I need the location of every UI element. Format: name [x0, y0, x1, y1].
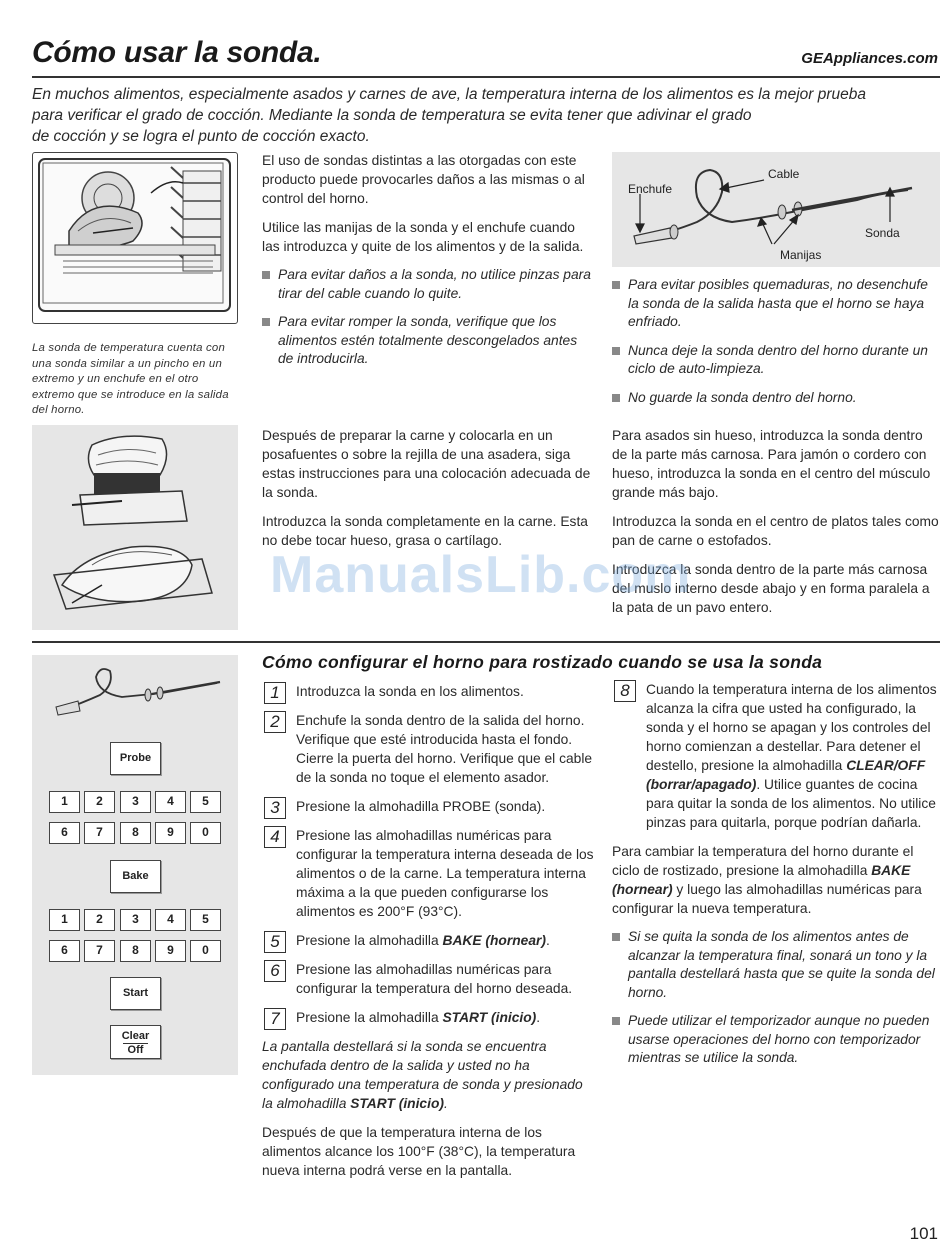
step-item: [262, 682, 594, 701]
numeric-key[interactable]: 6: [49, 940, 80, 962]
probe-diagram: [612, 152, 940, 267]
bullet-square-icon: [612, 347, 620, 355]
numeric-key[interactable]: 1: [49, 909, 80, 931]
change-bold-text: BAKE (hornear): [612, 863, 911, 897]
bullet-square-icon: [612, 281, 620, 289]
intro-line: para verificar el grado de cocción. Mediante la sonda de temperatura se evita tener que adivinar el grado: [32, 107, 752, 124]
step-text: Presione la almohadilla: [296, 933, 443, 948]
step-text: Presione las almohadillas numéricas para configurar la temperatura interna deseada de los alimentos o de la carne. La temperatura interna máxima a la que pueden configurarse los alimentos es 200°F (93°C).: [296, 828, 594, 919]
paragraph: El uso de sondas distintas a las otorgadas con este producto puede provocarles daños a las mismas o al control del horno.: [262, 153, 585, 206]
bullet-text: Para evitar romper la sonda, verifique que los alimentos estén totalmente descongelados antes de introducirla.: [278, 314, 578, 366]
step-text: Presione la almohadilla: [296, 1010, 443, 1025]
bullet-square-icon: [612, 394, 620, 402]
bullet-text: Nunca deje la sonda dentro del horno durante un ciclo de auto-limpieza.: [628, 342, 928, 376]
header-rule: [32, 76, 940, 78]
cable-label: Cable: [768, 167, 800, 181]
paragraph: Introduzca la sonda completamente en la carne. Esta no debe tocar hueso, grasa o cartílago.: [262, 514, 588, 548]
clear-label: Clear: [121, 1030, 150, 1042]
bullet-text: Para evitar daños a la sonda, no utilice pinzas para tirar del cable cuando lo quite.: [278, 267, 591, 301]
numeric-key[interactable]: 4: [155, 791, 186, 813]
numeric-key[interactable]: 2: [84, 909, 115, 931]
bake-key[interactable]: Bake: [110, 860, 161, 893]
numeric-key[interactable]: 5: [190, 791, 221, 813]
step-item: [262, 797, 594, 816]
intro-line: En muchos alimentos, especialmente asados y carnes de ave, la temperatura interna de los alimentos es la mejor prueba: [32, 86, 867, 103]
note-bullet: [612, 1012, 942, 1068]
step-item: [262, 826, 594, 921]
numeric-key[interactable]: 0: [190, 940, 221, 962]
numeric-key[interactable]: 8: [120, 940, 151, 962]
step-number: 4: [264, 826, 286, 848]
paragraph: Introduzca la sonda en el centro de platos tales como pan de carne o estofados.: [612, 514, 939, 548]
numeric-key[interactable]: 7: [84, 822, 115, 844]
display-note: [262, 1037, 594, 1113]
step-number: 6: [264, 960, 286, 982]
bullet-square-icon: [262, 271, 270, 279]
numeric-key[interactable]: 2: [84, 791, 115, 813]
page-number: 101: [909, 1224, 938, 1243]
step-number: 3: [264, 797, 286, 819]
bullet-square-icon: [612, 1017, 620, 1025]
step-bold-text: START (inicio): [442, 1010, 537, 1025]
numeric-key[interactable]: 6: [49, 822, 80, 844]
probe-key[interactable]: Probe: [110, 742, 161, 775]
note-bullet: [612, 928, 942, 1002]
numeric-key[interactable]: 0: [190, 822, 221, 844]
paragraph: Después de preparar la carne y colocarla en un posafuentes o sobre la rejilla de una asadera, siga estas instrucciones para una colocación adecuada de la sonda.: [262, 428, 591, 500]
note-bold-text: START (inicio): [350, 1096, 444, 1111]
step-number: 8: [614, 680, 636, 702]
numeric-key[interactable]: 9: [155, 940, 186, 962]
oven-interior-image: [33, 153, 236, 322]
numeric-key[interactable]: 8: [120, 822, 151, 844]
bullet-text: Para evitar posibles quemaduras, no desenchufe la sonda de la salida hasta que el horno se haya enfriado.: [628, 277, 928, 329]
warning-bullet: [262, 313, 592, 369]
numeric-key[interactable]: 3: [120, 909, 151, 931]
after-note: Después de que la temperatura interna de los alimentos alcance los 100°F (38°C), la temperatura nueva interna podrá verse en la pantalla.: [262, 1125, 576, 1178]
change-text: Para cambiar la temperatura del horno durante el ciclo de rostizado, presione la almohadilla: [612, 844, 914, 878]
step-text: Cuando la temperatura interna de los alimentos alcanza la cifra que usted ha configurado, la sonda y el horno se apagan y los controles del horno comienzan a destellar. Para detener el destello, presione la almohadilla: [646, 682, 937, 773]
step-text: Presione las almohadillas numéricas para configurar la temperatura del horno deseada.: [296, 962, 573, 996]
bullet-square-icon: [262, 318, 270, 326]
paragraph: Para asados sin hueso, introduzca la sonda dentro de la parte más carnosa. Para jamón o cordero con hueso, introduzca la sonda en el centro del músculo grande más bajo.: [612, 428, 931, 500]
step-number: 1: [264, 682, 286, 704]
numeric-key[interactable]: 1: [49, 791, 80, 813]
watermark: ManualsLib.com: [270, 546, 692, 604]
paragraph: Utilice las manijas de la sonda y el enchufe cuando las introduzca y quite de los alimentos y de la salida.: [262, 220, 584, 254]
bullet-square-icon: [612, 933, 620, 941]
section-rule: [32, 641, 940, 643]
numeric-key[interactable]: 5: [190, 909, 221, 931]
roast-and-turkey-image: [32, 425, 238, 630]
step-item: [262, 931, 594, 950]
warning-bullet: [262, 266, 592, 303]
step-item: [262, 960, 594, 998]
off-label: Off: [127, 1044, 144, 1056]
numeric-key[interactable]: 3: [120, 791, 151, 813]
note-text: La pantalla destellará si la sonda se encuentra enchufada dentro de la salida y usted no ha configurado una temperatura de sonda y presionado la almohadilla: [262, 1039, 583, 1111]
site-url[interactable]: GEAppliances.com: [801, 50, 938, 67]
step-item: [612, 680, 942, 832]
numeric-key[interactable]: 9: [155, 822, 186, 844]
step-text-end: .: [536, 1010, 541, 1025]
bullet-text: No guarde la sonda dentro del horno.: [628, 389, 857, 405]
warning-bullet: [612, 276, 940, 332]
probe-label: Sonda: [865, 226, 900, 240]
step-text-end: . Utilice guantes de cocina para quitar la sonda de los alimentos. No utilice pinzas para quitarla, porque podrían dañarla.: [646, 777, 936, 830]
step-text: Presione la almohadilla PROBE (sonda).: [296, 799, 546, 814]
step-bold-text: CLEAR/OFF (borrar/apagado): [646, 758, 926, 792]
page-title: Cómo usar la sonda.: [32, 36, 322, 69]
intro-line: de cocción y se logra el punto de cocción exacto.: [32, 128, 370, 145]
plug-label: Enchufe: [628, 182, 673, 196]
steps-column: [262, 682, 594, 1180]
change-text-end: y luego las almohadillas numéricas para configurar la nueva temperatura.: [612, 882, 922, 916]
bullet-text: Puede utilizar el temporizador aunque no pueden usarse operaciones del horno con temporizador mientras se utilice la sonda.: [628, 1013, 930, 1065]
section-heading: Cómo configurar el horno para rostizado cuando se usa la sonda: [262, 652, 823, 672]
step-bold-text: BAKE (hornear): [442, 933, 546, 948]
section1-col3: [612, 266, 940, 407]
numeric-key[interactable]: 4: [155, 909, 186, 931]
step-number: 7: [264, 1008, 286, 1030]
steps-column-right: [612, 680, 942, 1068]
step-number: 2: [264, 711, 286, 733]
change-temp-paragraph: [612, 842, 942, 918]
paragraph: Introduzca la sonda dentro de la parte más carnosa del muslo interno desde abajo y en forma paralela a la pata de un pavo entero.: [612, 562, 930, 615]
control-panel-illustration: [32, 655, 238, 1075]
roast-illustration: [32, 425, 238, 630]
step-text-end: .: [545, 933, 550, 948]
section2-col2: [262, 426, 592, 550]
intro-text: [32, 84, 938, 147]
warning-bullet: [612, 342, 940, 379]
section1-col2: [262, 151, 592, 369]
bullet-text: Si se quita la sonda de los alimentos antes de alcanzar la temperatura final, sonará un tono y la pantalla destellará hasta que se quite la sonda del horno.: [628, 929, 935, 1000]
oven-illustration: [32, 152, 238, 324]
numeric-key[interactable]: 7: [84, 940, 115, 962]
clear-off-key[interactable]: [110, 1025, 161, 1059]
step-text: Introduzca la sonda en los alimentos.: [296, 684, 524, 699]
step-number: 5: [264, 931, 286, 953]
handles-label: Manijas: [780, 248, 822, 262]
probe-small-icon: [52, 663, 227, 718]
start-key[interactable]: Start: [110, 977, 161, 1010]
note-text-end: .: [443, 1096, 448, 1111]
step-item: [262, 1008, 594, 1027]
step-text: Enchufe la sonda dentro de la salida del horno. Verifique que esté introducida hasta el fondo. Cierre la puerta del horno. Verifique que el cable de la sonda no toque el elemento asador.: [296, 713, 593, 785]
probe-caption: La sonda de temperatura cuenta con una sonda similar a un pincho en un extremo y un enchufe en el otro extremo que se introduce en la salida del horno.: [32, 342, 229, 416]
warning-bullet: [612, 389, 940, 408]
step-item: [262, 711, 594, 787]
